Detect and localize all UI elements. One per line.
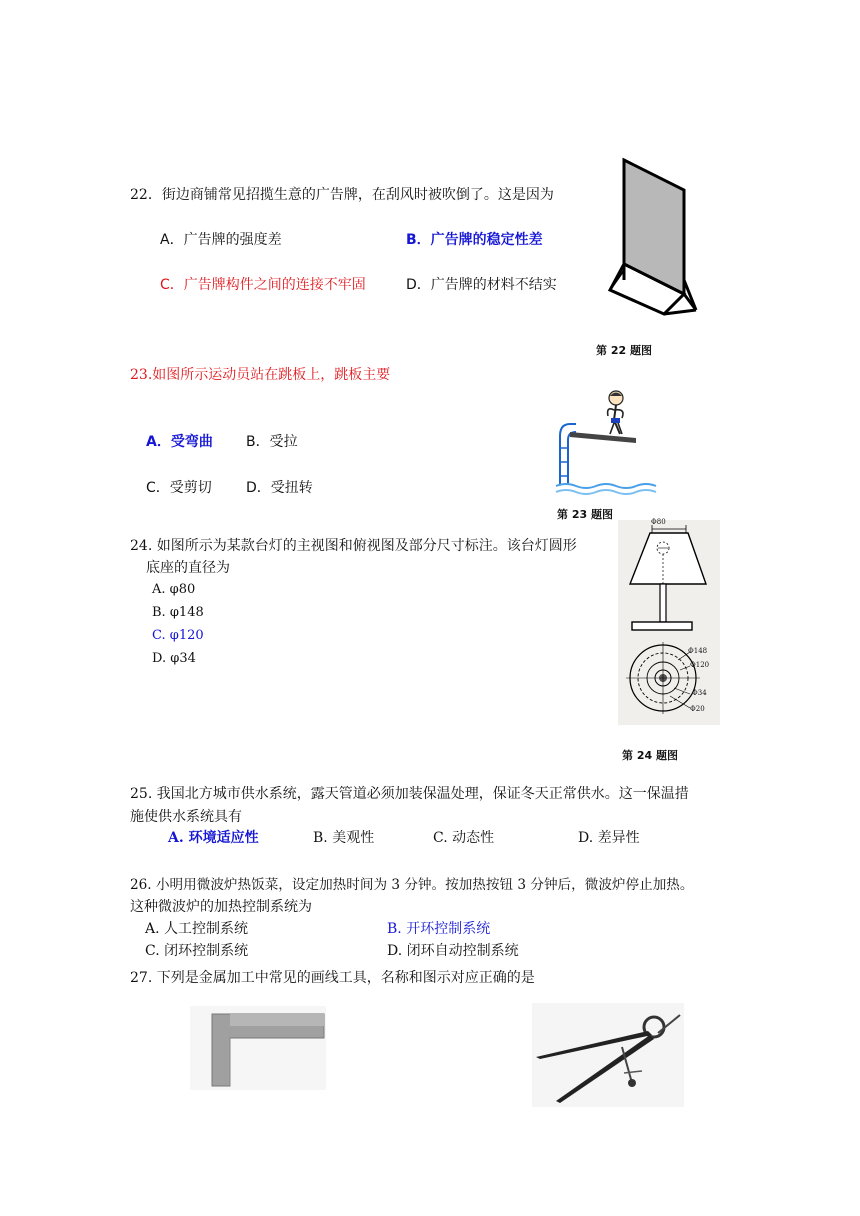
q23-option-c: C．受剪切 [146, 480, 212, 496]
q24-caption: 第 24 题图 [622, 749, 678, 762]
q24-option-a: A. φ80 [152, 582, 196, 597]
q23-option-d: D．受扭转 [246, 480, 313, 496]
lamp-drawing [618, 520, 720, 725]
dim-top-diameter: Φ80 [651, 518, 666, 526]
billboard-figure [600, 152, 710, 322]
billboard-board [624, 160, 684, 294]
q24-option-d: D. φ34 [152, 651, 196, 666]
q22-caption: 第 22 题图 [596, 344, 652, 357]
dim-20: Φ20 [690, 705, 705, 713]
q22-stem: 22．街边商铺常见招揽生意的广告牌，在刮风时被吹倒了。这是因为 [130, 187, 554, 203]
q25-option-d: D. 差异性 [578, 830, 640, 846]
diving-board-figure [552, 388, 664, 498]
square-tool-image [190, 1006, 326, 1090]
divider-compass-image [532, 1003, 684, 1107]
q25-stem-line1: 25. 我国北方城市供水系统，露天管道必须加装保温处理，保证冬天正常供水。这一保温措 [130, 786, 689, 802]
q22-option-d: D．广告牌的材料不结实 [406, 277, 557, 293]
q23-option-a: A．受弯曲 [146, 434, 213, 450]
q26-option-c: C. 闭环控制系统 [145, 943, 249, 959]
q23-option-b: B．受拉 [246, 434, 298, 450]
q26-option-b: B. 开环控制系统 [387, 921, 491, 937]
q25-option-c: C. 动态性 [433, 830, 495, 846]
dim-120: Φ120 [690, 661, 710, 669]
q26-option-d: D. 闭环自动控制系统 [387, 943, 519, 959]
lamp-pole [660, 584, 666, 622]
q27-stem: 27. 下列是金属加工中常见的画线工具，名称和图示对应正确的是 [130, 970, 535, 986]
lamp-shade [630, 533, 706, 584]
dim-148: Φ148 [688, 647, 708, 655]
q26-stem-line2: 这种微波炉的加热控制系统为 [130, 899, 312, 915]
q22-option-b: B．广告牌的稳定性差 [406, 232, 543, 248]
q23-caption: 第 23 题图 [557, 508, 613, 521]
dim-34: Φ34 [692, 689, 707, 697]
q22-option-a: A．广告牌的强度差 [160, 232, 282, 248]
q24-option-b: B. φ148 [152, 605, 204, 620]
q22-option-c: C．广告牌构件之间的连接不牢固 [160, 277, 366, 293]
q25-stem-line2: 施使供水系统具有 [130, 809, 242, 825]
water [556, 484, 656, 488]
q25-option-a: A. 环境适应性 [168, 830, 259, 846]
diving-board [570, 432, 636, 443]
q24-stem-line1: 24. 如图所示为某款台灯的主视图和俯视图及部分尺寸标注。该台灯圆形 [130, 538, 577, 554]
q24-option-c: C. φ120 [152, 628, 204, 643]
q24-stem-line2: 底座的直径为 [146, 560, 230, 576]
q26-stem-line1: 26. 小明用微波炉热饭菜，设定加热时间为 3 分钟。按加热按钮 3 分钟后，微波炉停止加热。 [130, 877, 694, 893]
lamp-base [632, 622, 692, 630]
q25-option-b: B. 美观性 [313, 830, 375, 846]
q26-option-a: A. 人工控制系统 [145, 921, 249, 937]
q23-stem: 23.如图所示运动员站在跳板上，跳板主要 [130, 367, 391, 383]
